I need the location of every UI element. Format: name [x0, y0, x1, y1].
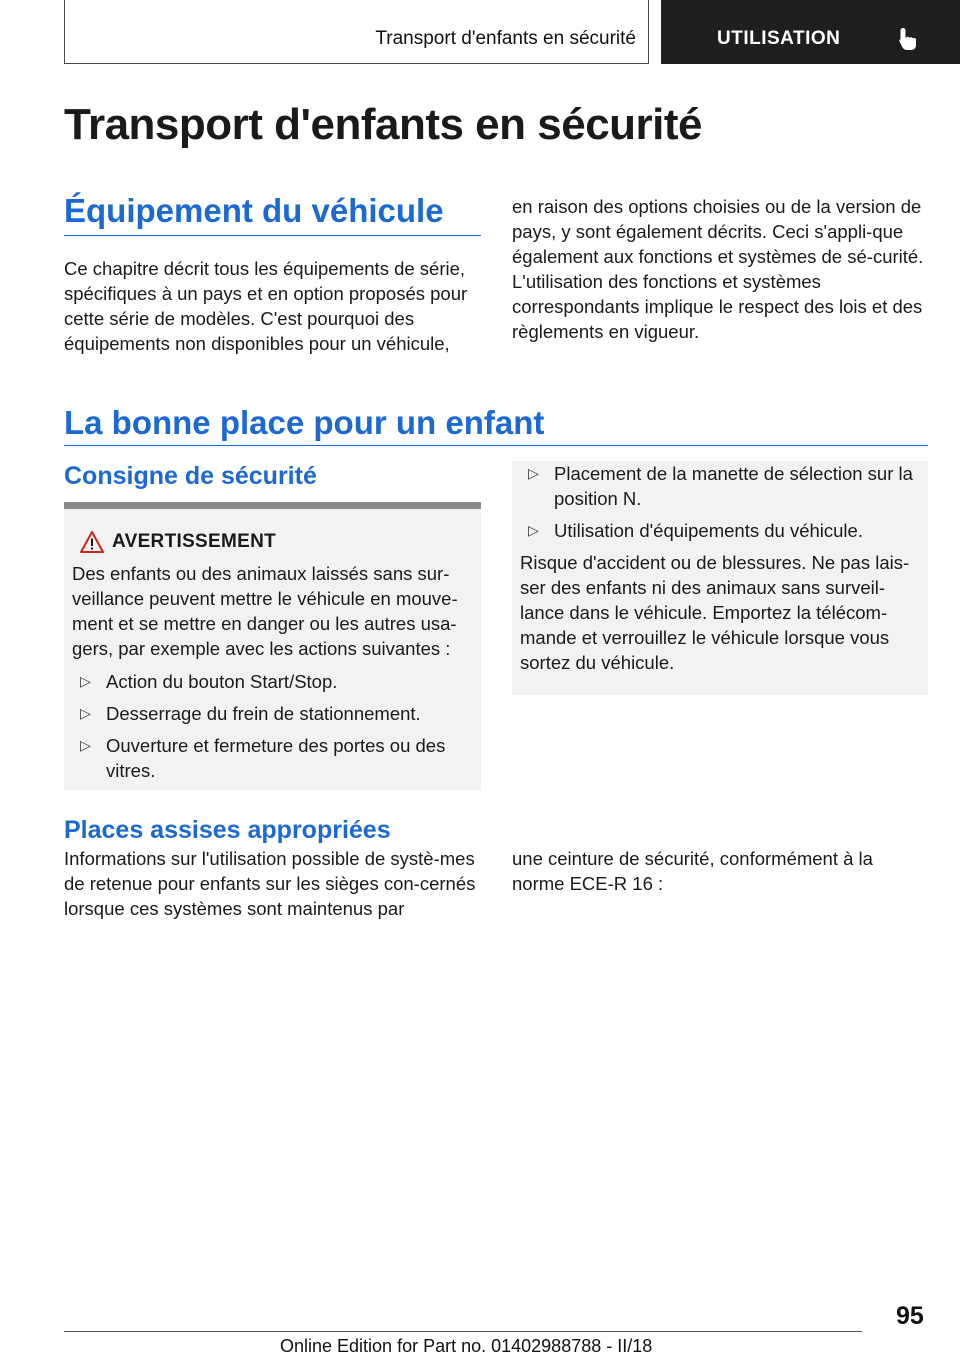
list-item [72, 669, 472, 694]
equipement-para-right: en raison des options choisies ou de la version de pays, y sont également décrits. Ceci s'appli-que également aux fonctions et systèmes de sé-curité. L'utilisation des fonctions et systèmes correspondants implique le respect des lois et des règlements en vigueur. [512, 196, 924, 342]
bullet-triangle-icon: ▷ [80, 705, 91, 721]
header-chapter-tab [661, 0, 960, 64]
list-item-text: Ouverture et fermeture des portes ou des vitres. [106, 735, 446, 781]
header-section-title: Transport d'enfants en sécurité [375, 28, 636, 49]
heading-rule [64, 445, 928, 446]
bullet-triangle-icon: ▷ [80, 673, 91, 689]
warning-content [520, 461, 920, 675]
warning-triangle-icon [80, 531, 104, 553]
bullet-triangle-icon: ▷ [528, 522, 539, 538]
list-item [72, 701, 472, 726]
footer-edition: Online Edition for Part no. 01402988788 - II/18 [280, 1336, 653, 1356]
warning-box-left [64, 509, 481, 790]
warning-box-right [512, 461, 928, 695]
equipement-para-left: Ce chapitre décrit tous les équipements de série, spécifiques à un pays et en option proposés pour cette série de modèles. C'est pourquoi des équipements non disponibles pour un véhicule, [64, 258, 468, 354]
warning-content [72, 529, 472, 783]
list-item-text: Desserrage du frein de stationnement. [106, 703, 421, 724]
warning-header [72, 529, 472, 557]
list-item [72, 733, 472, 783]
list-item-text: Placement de la manette de sélection sur la position N. [554, 463, 913, 509]
warning-conclusion: Risque d'accident ou de blessures. Ne pas lais-ser des enfants ni des animaux sans surveil-lance dans le véhicule. Emportez la télécom-mande et verrouillez le véhicule lorsque vous sortez du véhicule. [520, 552, 910, 673]
header-chapter-label: UTILISATION [717, 28, 841, 49]
list-item [520, 518, 920, 543]
bullet-triangle-icon: ▷ [80, 737, 91, 753]
warning-bar [64, 502, 481, 509]
pointing-hand-icon [897, 26, 923, 52]
list-item [520, 461, 920, 511]
warning-label: AVERTISSEMENT [112, 531, 277, 552]
heading-equipement: Équipement du véhicule [64, 192, 444, 229]
bullet-triangle-icon: ▷ [528, 465, 539, 481]
heading-places: Places assises appropriées [64, 816, 391, 844]
list-item-text: Utilisation d'équipements du véhicule. [554, 520, 863, 541]
warning-intro: Des enfants ou des animaux laissés sans sur-veillance peuvent mettre le véhicule en mouve-ment et se mettre en danger ou les autres usa-gers, par exemple avec les actions suivantes : [72, 563, 458, 659]
places-para-right: une ceinture de sécurité, conformément à la norme ECE-R 16 : [512, 848, 873, 894]
list-item-text: Action du bouton Start/Stop. [106, 671, 338, 692]
footer-rule [64, 1331, 862, 1332]
page-title: Transport d'enfants en sécurité [64, 100, 703, 149]
heading-consigne: Consigne de sécurité [64, 462, 317, 490]
heading-rule [64, 235, 481, 236]
places-para-left: Informations sur l'utilisation possible de systè-mes de retenue pour enfants sur les sièges con-cernés lorsque ces systèmes sont maintenus par [64, 848, 476, 919]
header-section-tab [64, 0, 649, 64]
page-number: 95 [896, 1302, 924, 1330]
heading-bonne-place: La bonne place pour un enfant [64, 404, 545, 441]
